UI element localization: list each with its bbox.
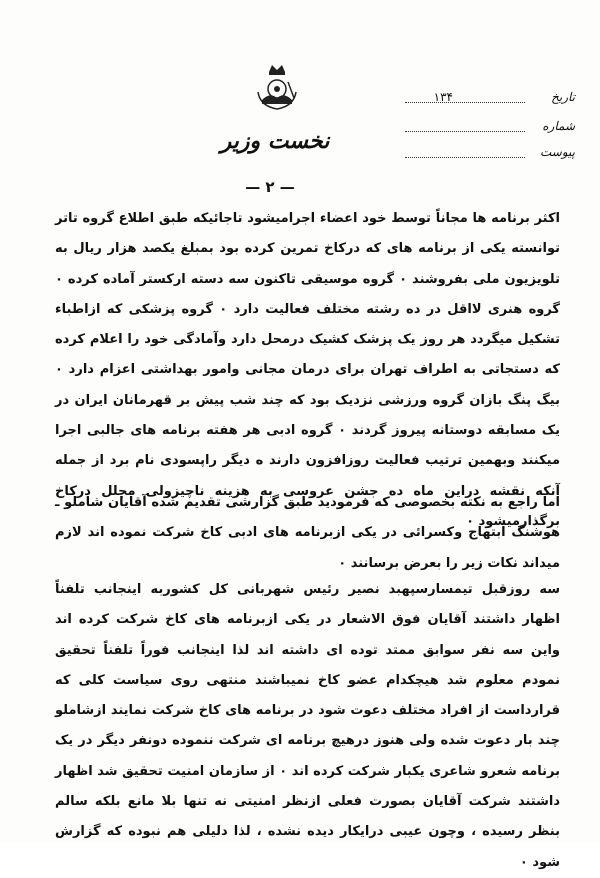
office-title: نخست وزیر — [220, 128, 330, 154]
number-dotted-line — [405, 131, 525, 132]
date-label: تاریخ — [551, 90, 575, 104]
attachment-label: پیوست — [540, 145, 575, 159]
body-paragraph-2: اما راجع به نکته بخصوصی که فرمودید طبق گزارشی تقدیم شده آقایان شاملو ـ هوشنگ ابتهاج وکسرائی در یکی ازبرنامه های ادبی کاخ شرکت نموده اند لازم میداند نکات زیر را بعرض برسانند ۰ — [55, 495, 560, 571]
number-field — [400, 119, 575, 137]
attachment-dotted-line — [405, 157, 525, 158]
number-label: شماره — [542, 119, 575, 133]
body-paragraph-1: اکثر برنامه ها مجاناً توسط خود اعضاء اجرامیشود تاجائیکه طبق اطلاع گروه تاتر توانسته یکی از برنامه های که درکاخ تمرین کرده بود بمبلغ یکصد هزار ریال به تلویزیون ملی بفروشند ۰ گروه موسیقی تاکنون سه دسته ارکستر آماده کرده ۰ گروه هنری لااقل در ده رشته مختلف فعالیت دارد ۰ گروه پزشکی که ازاطباء تشکیل میگردد هر روز یک پزشک کشیک درمحل دارد وآمادگی خود را اعلام کرده که دستجاتی به اطراف تهران برای درمان مجانی وامور بهداشتی اعزام دارد ۰ بیگ پنگ بازان گروه ورزشی نزدیک بود که چند شب پیش بر قهرمانان ایران در یک مسابقه دوستانه پیروز گردند ۰ گروه ادبی هر هفته برنامه های جالبی اجرا میکنند وبهمین ترتیب فعالیت روزافزون دارند ه دیگر راپسودی نام برد از جمله آنکه نقشه دراین ماه ده جشن عروسی به هزینه ناچیزولی مجلل درکاخ برگذارمیشود ۰ — [55, 211, 560, 529]
date-field — [400, 90, 575, 108]
lion-and-sun-crown-emblem — [252, 62, 302, 112]
attachment-field — [400, 145, 575, 163]
date-value: ۱۳۴ — [433, 90, 453, 104]
date-dotted-line — [405, 102, 525, 103]
body-paragraph-3: سه روزقبل تیمسارسپهبد نصیر رئیس شهربانی کل کشوربه اینجانب تلفناً اظهار داشتند آقایان فوق الاشعار در یکی ازبرنامه های کاخ شرکت کرده اند واین سه نفر سوابق ممتد توده ای داشته اند لذا اینجانب فوراً تلفناً تحقیق نمودم معلوم شد هیچکدام عضو کاخ نمیباشند منتهی روی سیاست کلی که قرارداست از افراد مختلف دعوت شود در برنامه های کاخ شرکت نمایند ازشاملو چند بار دعوت شده ولی هنوز درهیچ برنامه ای شرکت ننموده دونفر دیگر در یک برنامه شعرو شاعری یکبار شرکت کرده اند ۰ از سازمان امنیت تحقیق شد اظهار داشتند شرکت آقایان بصورت فعلی ازنظر امنیتی نه تنها بلا مانع بلکه سالم بنظر رسیده ، وچون عیبی درایکار دیده نشده ، لذا دلیلی هم نبوده که گزارش شود ۰ — [55, 582, 560, 870]
page-number: — ۲ — — [245, 178, 295, 196]
